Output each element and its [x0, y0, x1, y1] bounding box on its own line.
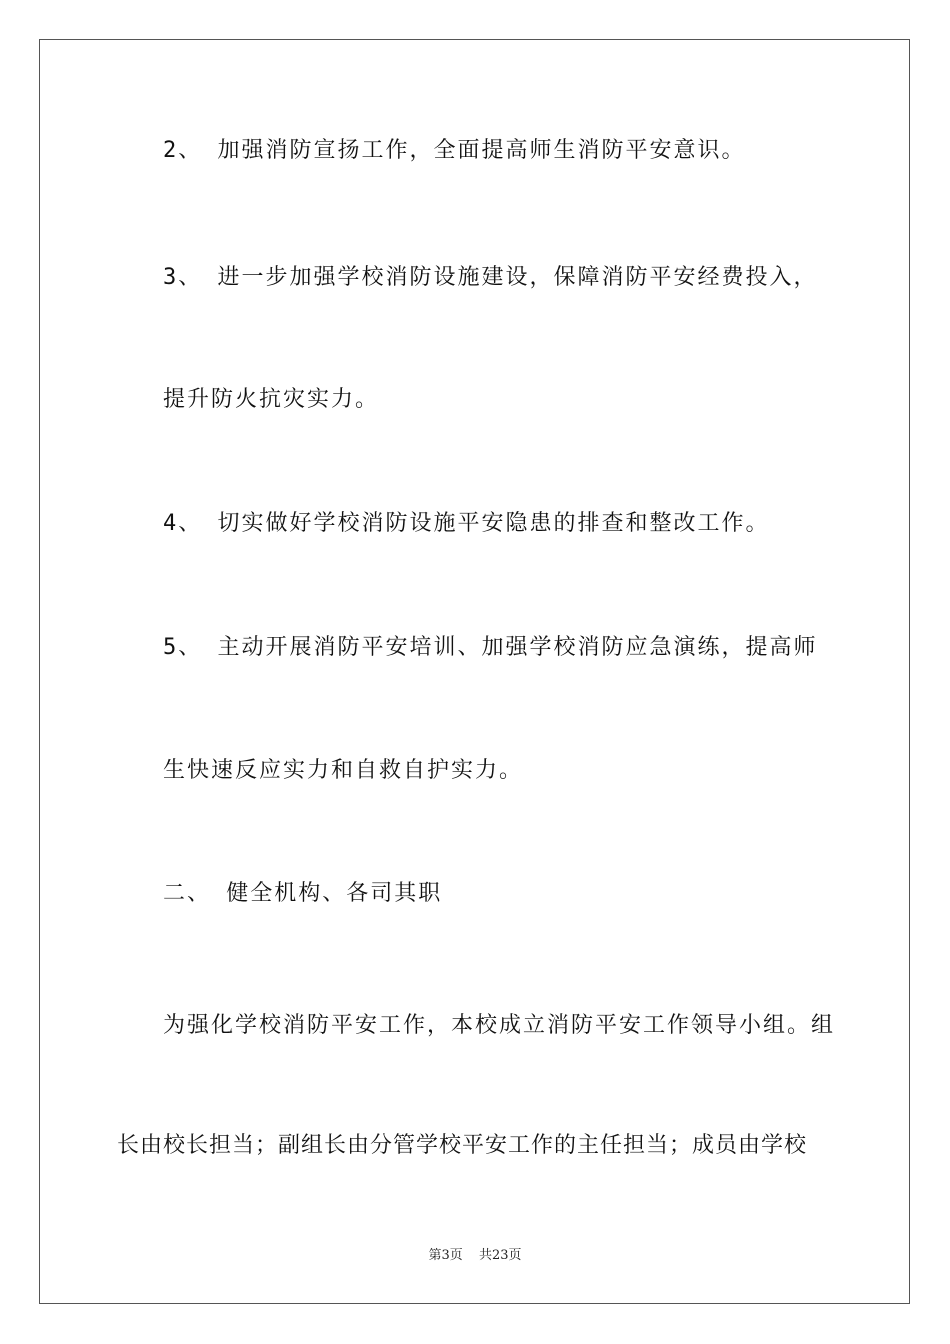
page-footer [0, 1247, 950, 1265]
page-number-total: 共23页 [478, 1248, 522, 1263]
section-heading: 二、 健全机构、各司其职 [163, 881, 443, 906]
page-number-current: 第3页 [428, 1248, 463, 1263]
text-line-item-2: 2、 加强消防宣扬工作，全面提高师生消防平安意识。 [163, 138, 746, 163]
page-frame [39, 39, 910, 1304]
text-line-item-3-cont: 提升防火抗灾实力。 [163, 387, 380, 412]
text-line-item-3: 3、 进一步加强学校消防设施建设，保障消防平安经费投入， [163, 265, 818, 290]
text-line-item-4: 4、 切实做好学校消防设施平安隐患的排查和整改工作。 [163, 511, 770, 536]
paragraph-line-1: 为强化学校消防平安工作，本校成立消防平安工作领导小组。组 [163, 1013, 836, 1038]
text-line-item-5: 5、 主动开展消防平安培训、加强学校消防应急演练，提高师 [163, 635, 818, 660]
paragraph-line-2: 长由校长担当；副组长由分管学校平安工作的主任担当；成员由学校 [117, 1133, 808, 1158]
text-line-item-5-cont: 生快速反应实力和自救自护实力。 [163, 758, 524, 783]
